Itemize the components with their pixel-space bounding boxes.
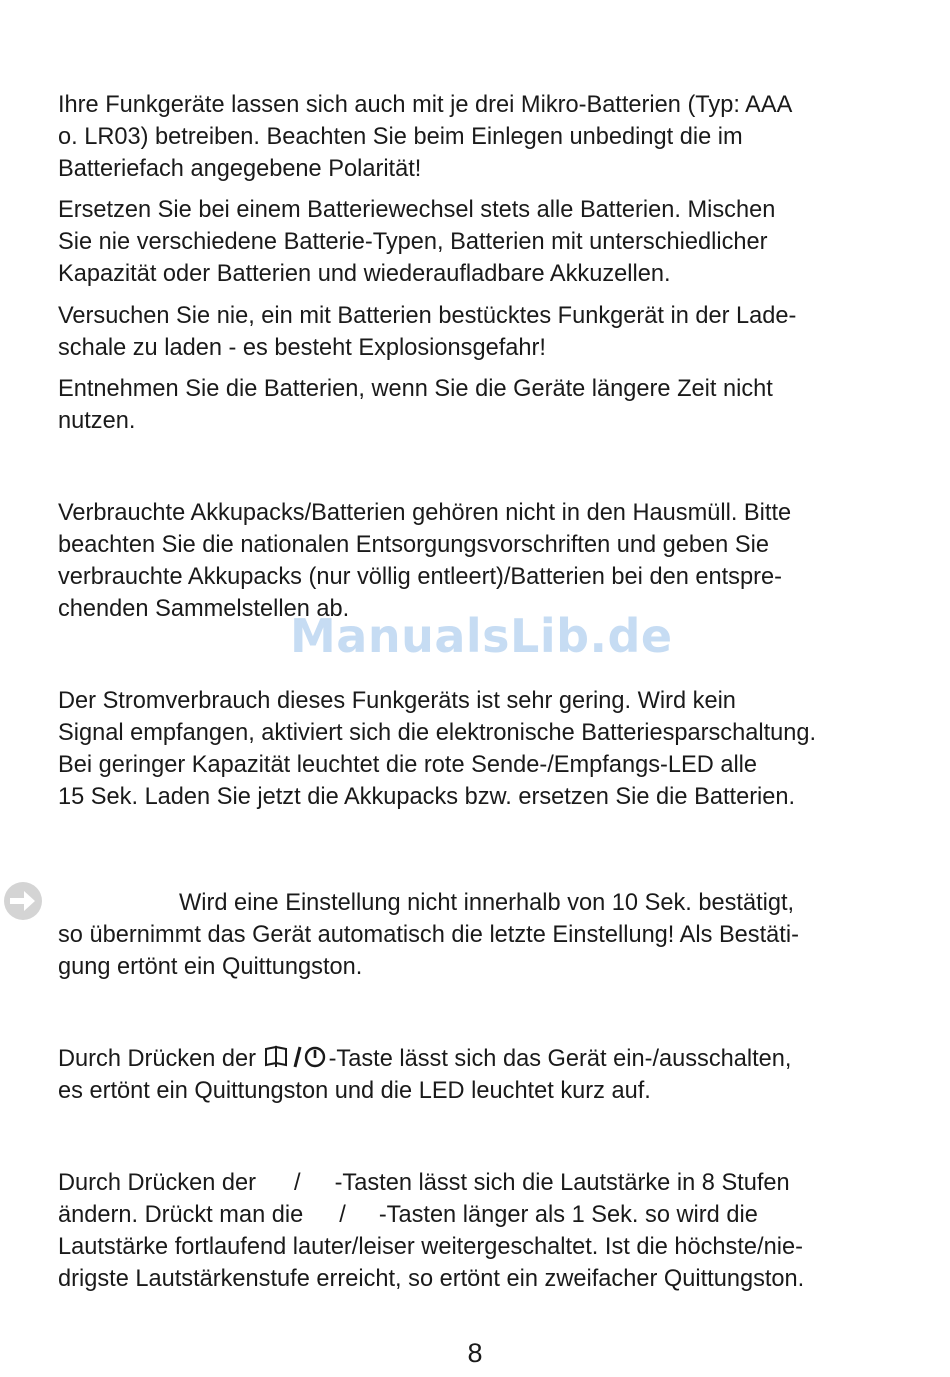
text-line: gung ertönt ein Quittungston. [58,954,363,980]
text-line: Entnehmen Sie die Batterien, wenn Sie die Geräte längere Zeit nicht [58,376,773,402]
text-line: Bei geringer Kapazität leuchtet die rote Sende-/Empfangs-LED alle [58,752,758,778]
text-fragment: Durch Drücken der [58,1170,257,1196]
paragraph-power-key [58,1043,903,1107]
page-number: 8 [467,1338,483,1368]
text-line: Signal empfangen, aktiviert sich die elektronische Batteriesparschaltung. [58,720,817,746]
paragraph-batteries-replace [58,194,903,290]
text-fragment: / [339,1202,346,1228]
watermark: ManualsLib.de [290,609,673,663]
arrow-right-circle-icon [2,880,44,922]
text-line: so übernimmt das Gerät automatisch die letzte Einstellung! Als Bestäti- [58,922,799,948]
text-line: nutzen. [58,408,136,434]
text-line [58,1043,903,1075]
paragraph-power-saving [58,685,903,813]
text-line: es ertönt ein Quittungston und die LED leuchtet kurz auf. [58,1078,651,1104]
text-fragment: ändern. Drückt man die [58,1202,304,1228]
text-line: beachten Sie die nationalen Entsorgungsvorschriften und geben Sie [58,532,769,558]
paragraph-volume [58,1167,903,1295]
book-power-icon [263,1045,329,1069]
text-line: Sie nie verschiedene Batterie-Typen, Batterien mit unterschiedlicher [58,229,768,255]
text-line [58,1167,903,1199]
text-line: o. LR03) betreiben. Beachten Sie beim Einlegen unbedingt die im [58,124,743,150]
text-line: Kapazität oder Batterien und wiederaufladbare Akkuzellen. [58,261,671,287]
text-line: Wird eine Einstellung nicht innerhalb von 10 Sek. bestätigt, [179,890,795,916]
paragraph-auto-confirm [58,887,903,983]
text-line: Ihre Funkgeräte lassen sich auch mit je drei Mikro-Batterien (Typ: AAA [58,92,793,118]
text-line: Versuchen Sie nie, ein mit Batterien bestücktes Funkgerät in der Lade- [58,303,797,329]
text-fragment: -Tasten lässt sich die Lautstärke in 8 Stufen [334,1170,790,1196]
text-line: Batteriefach angegebene Polarität! [58,156,422,182]
text-line: chenden Sammelstellen ab. [58,596,350,622]
text-fragment: -Tasten länger als 1 Sek. so wird die [378,1202,758,1228]
text-line: Ersetzen Sie bei einem Batteriewechsel stets alle Batterien. Mischen [58,197,776,223]
paragraph-disposal [58,497,903,625]
text-line: 15 Sek. Laden Sie jetzt die Akkupacks bzw. ersetzen Sie die Batterien. [58,784,796,810]
text-line: verbrauchte Akkupacks (nur völlig entleert)/Batterien bei den entspre- [58,564,782,590]
text-line: Lautstärke fortlaufend lauter/leiser weitergeschaltet. Ist die höchste/nie- [58,1234,803,1260]
text-line: drigste Lautstärkenstufe erreicht, so ertönt ein zweifacher Quittungston. [58,1266,805,1292]
text-line: Der Stromverbrauch dieses Funkgeräts ist sehr gering. Wird kein [58,688,736,714]
paragraph-batteries-insert [58,89,903,185]
text-line: Verbrauchte Akkupacks/Batterien gehören nicht in den Hausmüll. Bitte [58,500,792,526]
text-fragment: / [294,1170,301,1196]
paragraph-charging-warning [58,300,903,364]
text-line: schale zu laden - es besteht Explosionsgefahr! [58,335,546,361]
text-fragment: Durch Drücken der [58,1046,263,1072]
paragraph-remove-batteries [58,373,903,437]
text-line [58,1199,903,1231]
text-fragment: -Taste lässt sich das Gerät ein-/ausschalten, [328,1046,792,1072]
